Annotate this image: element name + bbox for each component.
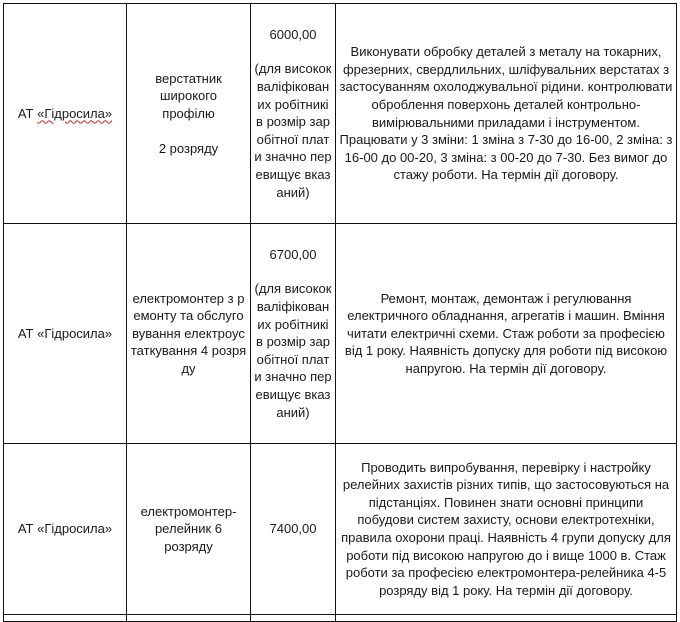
job-description: Проводить випробування, перевірку і настройку релейних захистів різних типів, що застосовуються на підстанціях. Повинен знати основні принципи побудови систем захисту, основи електротехніки, правила охорони праці. Наявність 4 групи допуску для роботи під високою напругою до і вище 1000 в. Стаж роботи за професією електромонтера-релейника 4-5 розряду від 1 року. На термін дії договору. <box>341 459 671 598</box>
job-description: Ремонт, монтаж, демонтаж і регулювання електричного обладнання, агрегатів і машин. Вміння читати електричні схеми. Стаж роботи за професією від 1 року. Наявність допуску для роботи під високою напругою. На термін дії договору. <box>344 290 668 376</box>
table-row <box>4 4 677 224</box>
empty-cell <box>251 615 336 622</box>
company-name: «Гідросила» <box>37 521 113 537</box>
salary-note: (для висококвалiфікованих робітників розмір заробітної плати значно перевищує вказаний) <box>254 61 332 200</box>
salary-cell <box>251 444 336 615</box>
company-prefix: АТ <box>17 325 38 341</box>
table-row <box>4 444 677 615</box>
salary-cell <box>251 4 336 224</box>
salary-amount: 7400,00 <box>269 521 317 537</box>
company-cell <box>4 224 127 444</box>
position-cell <box>127 4 251 224</box>
salary-amount: 6000,00 <box>269 26 317 42</box>
position-rank: 2 розряду <box>158 140 219 156</box>
job-description: Виконувати обробку деталей з металу на токарних, фрезерних, свердлильних, шліфувальних верстатах з застосуванням охолоджувальної рідини. контролювати оброблення поверхонь деталей контрольно-вимірювальними приладами і інструментом. Працювати у 3 зміни: 1 зміна з 7-30 до 16-00, 2 зміна: з 16-00 до 00-20, 3 зміна: з 00-20 до 7-30. Без вимог до стажу роботи. На термін дії договору. <box>339 44 673 183</box>
position-title: верстатник широкого профілю <box>155 70 222 121</box>
empty-cell <box>336 615 677 622</box>
table-row-partial <box>4 615 677 622</box>
salary-cell <box>251 224 336 444</box>
company-prefix: АТ <box>17 521 38 537</box>
vacancies-table <box>3 3 677 622</box>
table-row <box>4 224 677 444</box>
empty-cell <box>4 615 127 622</box>
company-name: «Гідросила» <box>37 105 113 121</box>
salary-amount: 6700,00 <box>269 246 317 262</box>
company-name: «Гідросила» <box>37 325 113 341</box>
empty-cell <box>127 615 251 622</box>
position-title: електромонтер-релейник 6 розряду <box>140 503 237 554</box>
salary-note: (для висококвалiфікованих робітників розмір заробітної плати значно перевищує вказаний) <box>254 281 332 420</box>
position-title: електромонтер з ремонту та обслуговування електроустаткування 4 розряду <box>130 290 247 376</box>
position-cell <box>127 444 251 615</box>
company-cell <box>4 444 127 615</box>
description-cell <box>336 444 677 615</box>
description-cell <box>336 4 677 224</box>
company-cell <box>4 4 127 224</box>
position-cell <box>127 224 251 444</box>
description-cell <box>336 224 677 444</box>
company-prefix: АТ <box>17 105 38 121</box>
